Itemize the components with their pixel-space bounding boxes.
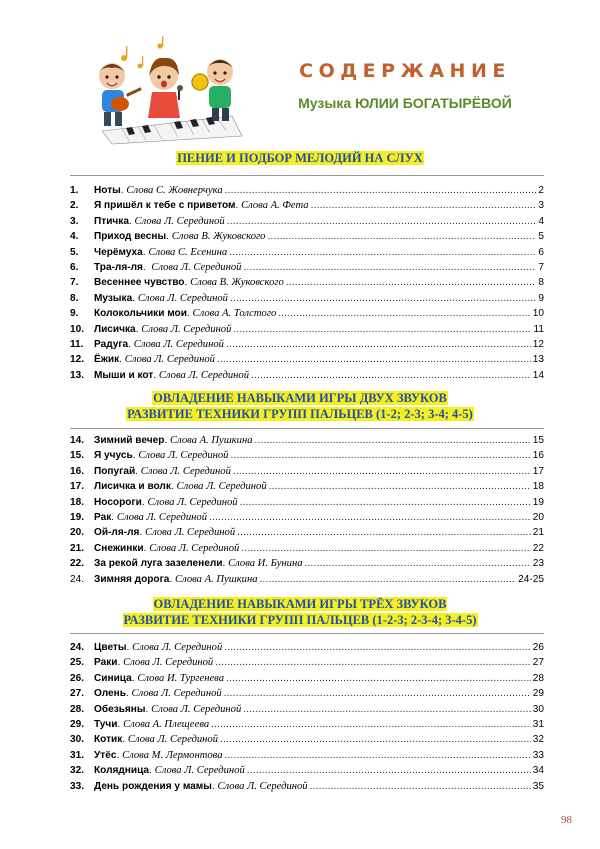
page-number: 98 (561, 814, 572, 826)
entry-number: 29. (70, 718, 85, 730)
entry-title: Радуга (94, 338, 129, 350)
entry-number: 18. (70, 496, 85, 508)
entry-page: 19 (532, 496, 544, 508)
entry-title: Олень (94, 688, 126, 700)
toc-entry[interactable] (70, 525, 544, 540)
leader-dots (311, 198, 537, 213)
entry-lyricist: Слова В. Жуковского (190, 277, 284, 289)
toc-entry[interactable] (70, 732, 544, 747)
toc-entry[interactable] (70, 655, 544, 670)
toc-entry[interactable] (70, 748, 544, 763)
entry-page: 9 (538, 292, 544, 304)
entry-page: 32 (532, 734, 544, 746)
entry-page: 13 (532, 354, 544, 366)
entry-separator: . (235, 200, 242, 212)
entry-separator: . (222, 558, 229, 570)
entry-number: 28. (70, 703, 85, 715)
toc-entry[interactable] (70, 214, 544, 229)
entry-number: 12. (70, 354, 85, 366)
section-heading-line: ПЕНИЕ И ПОДБОР МЕЛОДИЙ НА СЛУХ (177, 151, 423, 165)
toc-entry[interactable] (70, 495, 544, 510)
child-tambourine-icon (192, 59, 233, 121)
leader-dots (243, 260, 536, 275)
entry-lyricist: Слова Л. Серединой (151, 261, 242, 273)
entry-separator: . (111, 511, 117, 523)
leader-dots (269, 479, 531, 494)
entry-page: 22 (532, 542, 544, 554)
leader-dots (278, 306, 531, 321)
entry-page: 35 (532, 780, 544, 792)
entry-separator: . (164, 435, 170, 446)
entry-number: 1. (70, 185, 79, 196)
entry-title: Попугай (94, 465, 136, 477)
entry-lyricist: Слова Л. Серединой (123, 657, 214, 669)
entry-separator: . (135, 323, 142, 335)
entry-number: 9. (70, 308, 79, 320)
entry-title: Рак (94, 511, 112, 523)
section-heading-line: РАЗВИТИЕ ТЕХНИКИ ГРУПП ПАЛЬЦЕВ (1-2; 2-3; 3-4; 4-5) (127, 407, 473, 421)
entry-separator: . (132, 450, 139, 462)
entry-page: 6 (538, 246, 544, 258)
entry-title: Колядница (94, 765, 150, 777)
entry-number: 17. (70, 481, 85, 493)
entry-title: Снежинки (94, 542, 144, 554)
toc-entry[interactable] (70, 686, 544, 701)
leader-dots (211, 717, 531, 732)
entry-page: 34 (532, 765, 544, 777)
entry-title: Обезьяны (94, 703, 146, 715)
entry-number: 25. (70, 657, 85, 669)
entry-separator: . (142, 261, 152, 273)
leader-dots (230, 291, 536, 306)
entry-lyricist: Слова А. Толстого (192, 308, 277, 320)
toc-entry[interactable] (70, 572, 544, 587)
composer-subtitle: Музыка ЮЛИИ БОГАТЫРЁВОЙ (298, 95, 512, 111)
entry-number: 2. (70, 200, 79, 212)
toc-entry[interactable] (70, 183, 544, 198)
toc-entry[interactable] (70, 556, 544, 571)
entry-separator: . (149, 765, 155, 777)
entry-number: 33. (70, 780, 85, 792)
entry-lyricist: Слова Л. Серединой (138, 450, 229, 462)
entry-page: 18 (532, 481, 544, 493)
entry-lyricist: Слова Л. Серединой (141, 323, 232, 335)
toc-entry[interactable] (70, 717, 544, 732)
entry-page: 24-25 (518, 573, 544, 585)
entry-page: 21 (532, 527, 544, 539)
entry-title: Музыка (94, 292, 133, 304)
entry-page: 30 (532, 703, 544, 715)
entry-title: Ой-ля-ля (94, 527, 140, 539)
toc-entry[interactable] (70, 510, 544, 525)
entry-title: Черёмуха (94, 246, 143, 258)
leader-dots (226, 671, 531, 686)
toc-list (70, 183, 544, 383)
entry-number: 3. (70, 215, 79, 227)
entry-title: Носороги (94, 496, 142, 508)
entry-title: Птичка (94, 215, 129, 227)
entry-number: 11. (70, 338, 84, 350)
leader-dots (233, 464, 531, 479)
entry-page: 8 (538, 277, 544, 289)
toc-entry[interactable] (70, 322, 544, 337)
entry-page: 33 (532, 749, 544, 761)
toc-entry[interactable] (70, 448, 544, 463)
entry-lyricist: Слова Л. Серединой (147, 496, 238, 508)
entry-title: Тра-ля-ля (94, 261, 143, 273)
entry-separator: . (117, 718, 124, 730)
leader-dots (217, 352, 531, 367)
entry-separator: . (139, 527, 145, 539)
entry-number: 14. (70, 435, 85, 446)
leader-dots (286, 275, 537, 290)
entry-lyricist: Слова С. Есенина (148, 246, 228, 258)
toc-entry[interactable] (70, 291, 544, 306)
toc-entry[interactable] (70, 198, 544, 213)
entry-title: Раки (94, 657, 118, 669)
entry-title: За рекой луга зазеленели (94, 558, 223, 570)
entry-lyricist: Слова Л. Серединой (133, 338, 224, 350)
toc-entry[interactable] (70, 433, 544, 448)
entry-lyricist: Слова Л. Серединой (149, 542, 240, 554)
entry-lyricist: Слова Л. Серединой (116, 511, 208, 523)
piano-keys-icon (102, 116, 242, 144)
toc-entry[interactable] (70, 479, 544, 494)
entry-lyricist: Слова Л. Серединой (217, 780, 308, 792)
entry-title: Синица (94, 672, 132, 684)
entry-title: Колокольчики мои (94, 308, 187, 320)
entry-number: 16. (70, 465, 85, 477)
children-music-illustration (82, 36, 252, 146)
toc-entry[interactable] (70, 763, 544, 778)
entry-separator: . (126, 642, 133, 653)
entry-number: 6. (70, 261, 79, 273)
entry-title: Ноты (94, 185, 121, 196)
entry-page: 12 (532, 338, 544, 350)
leader-dots (224, 640, 531, 655)
leader-dots (247, 763, 531, 778)
entry-page: 27 (532, 657, 544, 669)
section-heading-line: РАЗВИТИЕ ТЕХНИКИ ГРУПП ПАЛЬЦЕВ (1-2-3; 2-3-4; 3-4-5) (123, 613, 477, 627)
entry-number: 8. (70, 292, 79, 304)
entry-title: Тучи (94, 718, 118, 730)
entry-separator: . (142, 246, 149, 258)
entry-separator: . (135, 465, 141, 477)
entry-page: 26 (532, 642, 544, 653)
entry-separator: . (211, 780, 218, 792)
section-heading (0, 390, 600, 422)
entry-lyricist: Слова Л. Серединой (124, 354, 215, 366)
entry-number: 7. (70, 277, 79, 289)
toc-entry[interactable] (70, 702, 544, 717)
entry-title: Цветы (94, 642, 127, 653)
toc-entry[interactable] (70, 352, 544, 367)
divider (70, 428, 544, 429)
entry-title: День рождения у мамы (94, 780, 212, 792)
entry-title: Лисичка (94, 323, 136, 335)
entry-number: 24. (70, 573, 85, 585)
entry-lyricist: Слова М. Лермонтова (122, 749, 223, 761)
entry-page: 31 (532, 718, 544, 730)
entry-title: Мыши и кот (94, 369, 154, 381)
child-guitar-icon (99, 63, 142, 126)
divider (70, 633, 544, 634)
leader-dots (267, 229, 536, 244)
entry-lyricist: Слова Л. Серединой (154, 765, 245, 777)
entry-separator: . (166, 231, 172, 243)
leader-dots (233, 322, 531, 337)
entry-lyricist: Слова Л. Серединой (131, 688, 222, 700)
entry-page: 16 (532, 450, 544, 462)
entry-lyricist: Слова И. Тургенева (137, 672, 225, 684)
entry-separator: . (132, 292, 138, 304)
entry-number: 4. (70, 231, 79, 243)
entry-page: 23 (532, 558, 544, 570)
toc-entry[interactable] (70, 368, 544, 383)
entry-title: Зимняя дорога (94, 573, 170, 585)
entry-number: 19. (70, 511, 85, 523)
entry-page: 10 (532, 308, 544, 320)
entry-lyricist: Слова Л. Серединой (140, 465, 231, 477)
toc-entry[interactable] (70, 640, 544, 655)
entry-lyricist: Слова Л. Серединой (134, 215, 225, 227)
entry-page: 15 (532, 435, 544, 446)
section-heading-line: ОВЛАДЕНИЕ НАВЫКАМИ ИГРЫ ТРЁХ ЗВУКОВ (153, 597, 447, 611)
toc-entry[interactable] (70, 229, 544, 244)
entry-separator: . (128, 215, 135, 227)
entry-title: Я учусь (94, 450, 133, 462)
entry-number: 32. (70, 765, 85, 777)
entry-lyricist: Слова Л. Серединой (158, 369, 249, 381)
leader-dots (224, 686, 531, 701)
leader-dots (260, 572, 517, 587)
entry-number: 27. (70, 688, 85, 700)
entry-page: 5 (538, 231, 544, 243)
entry-lyricist: Слова Л. Серединой (151, 703, 242, 715)
leader-dots (227, 214, 537, 229)
toc-list (70, 640, 544, 794)
entry-separator: . (119, 354, 125, 366)
entry-separator: . (153, 369, 159, 381)
entry-number: 5. (70, 246, 79, 258)
leader-dots (220, 732, 531, 747)
toc-entry[interactable] (70, 260, 544, 275)
leader-dots (251, 368, 531, 383)
entry-separator: . (143, 542, 150, 554)
toc-entry[interactable] (70, 671, 544, 686)
toc-entry[interactable] (70, 245, 544, 260)
leader-dots (215, 655, 531, 670)
entry-number: 21. (70, 542, 85, 554)
entry-number: 10. (70, 323, 85, 335)
toc-entry[interactable] (70, 464, 544, 479)
entry-page: 28 (532, 672, 544, 684)
entry-title: Ёжик (94, 354, 120, 366)
leader-dots (241, 541, 530, 556)
entry-page: 17 (532, 465, 544, 477)
entry-page: 3 (538, 200, 544, 212)
entry-separator: . (120, 185, 127, 196)
entry-number: 26. (70, 672, 85, 684)
child-singing-icon (148, 58, 183, 118)
entry-number: 30. (70, 734, 85, 746)
entry-title: Лисичка и волк (94, 481, 171, 493)
leader-dots (255, 433, 531, 448)
entry-lyricist: Слова А. Плещеева (123, 718, 210, 730)
entry-title: Котик (94, 734, 123, 746)
entry-number: 13. (70, 369, 85, 381)
entry-separator: . (116, 749, 123, 761)
leader-dots (305, 556, 531, 571)
toc-entry[interactable] (70, 306, 544, 321)
entry-lyricist: Слова Л. Серединой (145, 527, 236, 539)
toc-entry[interactable] (70, 275, 544, 290)
entry-separator: . (170, 481, 177, 493)
entry-separator: . (169, 573, 176, 585)
section-heading-line: ОВЛАДЕНИЕ НАВЫКАМИ ИГРЫ ДВУХ ЗВУКОВ (153, 391, 447, 405)
entry-title: Я пришёл к тебе с приветом (94, 200, 236, 212)
entry-title: Приход весны (94, 231, 167, 243)
leader-dots (229, 245, 536, 260)
leader-dots (225, 183, 537, 198)
toc-entry[interactable] (70, 541, 544, 556)
entry-separator: . (125, 688, 132, 700)
leader-dots (230, 448, 530, 463)
entry-lyricist: Слова В. Жуковского (171, 231, 266, 243)
entry-title: Весеннее чувство (94, 277, 185, 289)
entry-page: 2 (538, 185, 544, 196)
divider (70, 175, 544, 176)
entry-separator: . (117, 657, 124, 669)
entry-lyricist: Слова С. Жовнерчука (126, 185, 223, 196)
entry-number: 24. (70, 642, 85, 653)
leader-dots (209, 510, 531, 525)
toc-entry[interactable] (70, 337, 544, 352)
entry-lyricist: Слова Л. Серединой (132, 642, 223, 653)
toc-list (70, 433, 544, 587)
entry-separator: . (122, 734, 128, 746)
entry-separator: . (141, 496, 148, 508)
entry-title: Зимний вечер (94, 435, 165, 446)
leader-dots (243, 702, 530, 717)
entry-separator: . (145, 703, 152, 715)
leader-dots (310, 779, 531, 794)
entry-separator: . (184, 277, 191, 289)
entry-page: 14 (532, 369, 544, 381)
entry-lyricist: Слова А. Пушкина (170, 435, 253, 446)
entry-lyricist: Слова А. Пушкина (175, 573, 258, 585)
toc-entry[interactable] (70, 779, 544, 794)
entry-lyricist: Слова А. Фета (241, 200, 309, 212)
entry-separator: . (186, 308, 193, 320)
entry-number: 15. (70, 450, 85, 462)
entry-page: 29 (532, 688, 544, 700)
entry-title: Утёс (94, 749, 117, 761)
entry-separator: . (128, 338, 134, 350)
entry-lyricist: Слова Л. Серединой (127, 734, 219, 746)
entry-separator: . (131, 672, 138, 684)
entry-lyricist: Слова Л. Серединой (176, 481, 267, 493)
entry-page: 20 (532, 511, 544, 523)
entry-number: 20. (70, 527, 85, 539)
leader-dots (240, 495, 531, 510)
leader-dots (225, 748, 531, 763)
entry-page: 4 (538, 215, 544, 227)
section-heading (0, 596, 600, 628)
entry-page: 11 (533, 323, 544, 335)
entry-lyricist: Слова И. Бунина (228, 558, 303, 570)
entry-number: 22. (70, 558, 85, 570)
section-heading (0, 151, 600, 166)
entry-page: 7 (538, 261, 544, 273)
leader-dots (226, 337, 531, 352)
entry-number: 31. (70, 749, 85, 761)
leader-dots (237, 525, 531, 540)
page-title: СОДЕРЖАНИЕ (299, 60, 511, 82)
entry-lyricist: Слова Л. Серединой (137, 292, 228, 304)
